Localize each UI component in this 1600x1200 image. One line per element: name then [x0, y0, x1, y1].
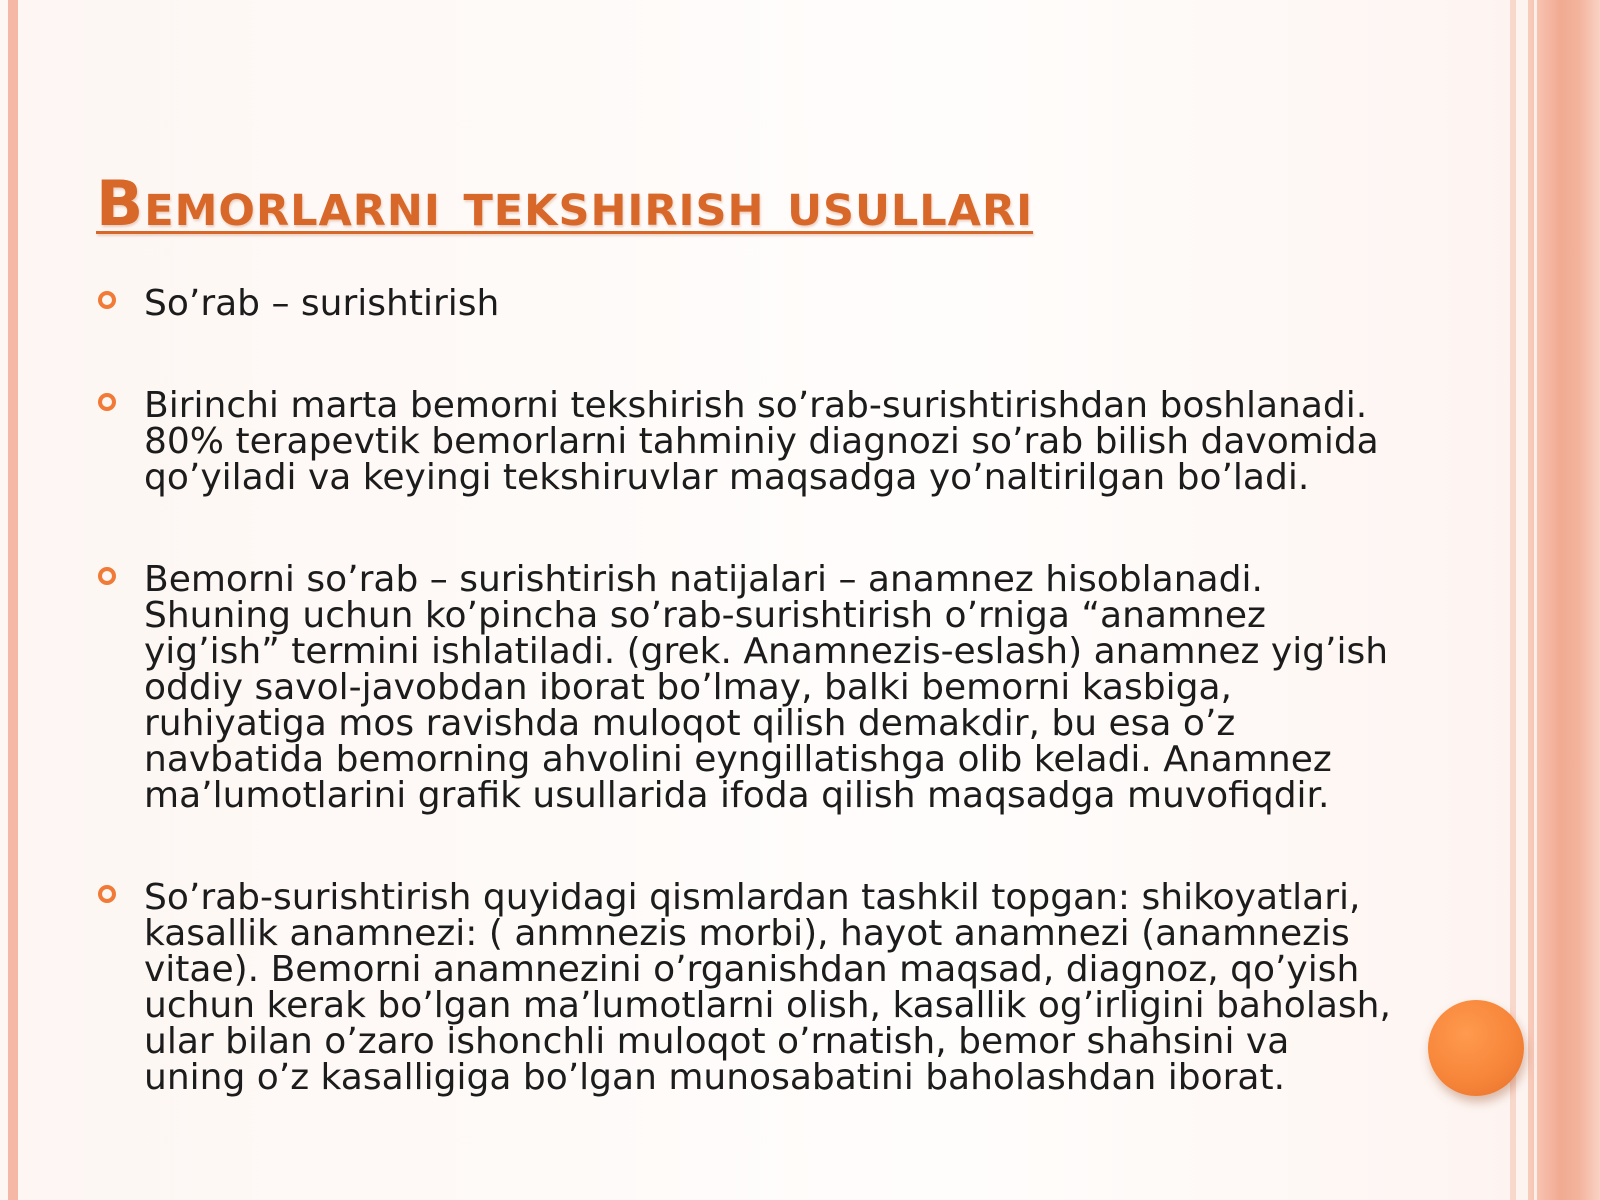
bullet-item	[96, 877, 1396, 1098]
bullet-text: Birinchi marta bemorni tekshirish so’rab-surishtirishdan boshlanadi. 80% terapevtik bemorlarni tahminiy diagnozi so’rab bilish davomida qo’yiladi va keyingi tekshiruvlar maqsadga yo’naltirilgan bo’ladi.	[144, 385, 1379, 498]
right-band-highlight	[1534, 0, 1537, 1200]
orange-circle-decoration	[1428, 1000, 1524, 1096]
bullet-text: Bemorni so’rab – surishtirish natijalari – anamnez hisoblanadi. Shuning uchun ko’pincha so’rab-surishtirish o’rniga “anamnez yig’ish” termini ishlatiladi. (grek. Anamnezis-eslash) anamnez yig’ish oddiy savol-javobdan iborat bo’lmay, balki bemorni kasbiga, ruhiyatiga mos ravishda muloqot qilish demakdir, bu esa o’z navbatida bemorning ahvolini eyngillatishga olib keladi. Anamnez ma’lumotlarini grafik usullarida ifoda qilish maqsadga muvofiqdir.	[144, 559, 1389, 816]
bullet-list	[96, 283, 1396, 1098]
bullet-text: So’rab-surishtirish quyidagi qismlardan tashkil topgan: shikoyatlari, kasallik anamnezi: ( anmnezis morbi), hayot anamnezi (anamnezis vitae). Bemorni anamnezini o’rganishdan maqsad, diagnoz, qo’yish uchun kerak bo’lgan ma’lumotlarni olish, kasallik og’irligini baholash, ular bilan o’zaro ishonchli muloqot o’rnatish, bemor shahsini va uning o’z kasalligiga bo’lgan munosabatini baholashdan iborat.	[144, 877, 1391, 1098]
ring-bullet-icon	[98, 393, 116, 411]
ring-bullet-icon	[98, 291, 116, 309]
slide-title: Bemorlarni tekshirish usullari	[96, 167, 1034, 240]
ring-bullet-icon	[98, 567, 116, 585]
bullet-item	[96, 283, 1396, 324]
right-accent-band	[1528, 0, 1600, 1200]
ring-bullet-icon	[98, 885, 116, 903]
bullet-item	[96, 385, 1396, 498]
bullet-text: So’rab – surishtirish	[144, 283, 500, 324]
left-accent-stripe	[8, 0, 18, 1200]
bullet-item	[96, 559, 1396, 816]
